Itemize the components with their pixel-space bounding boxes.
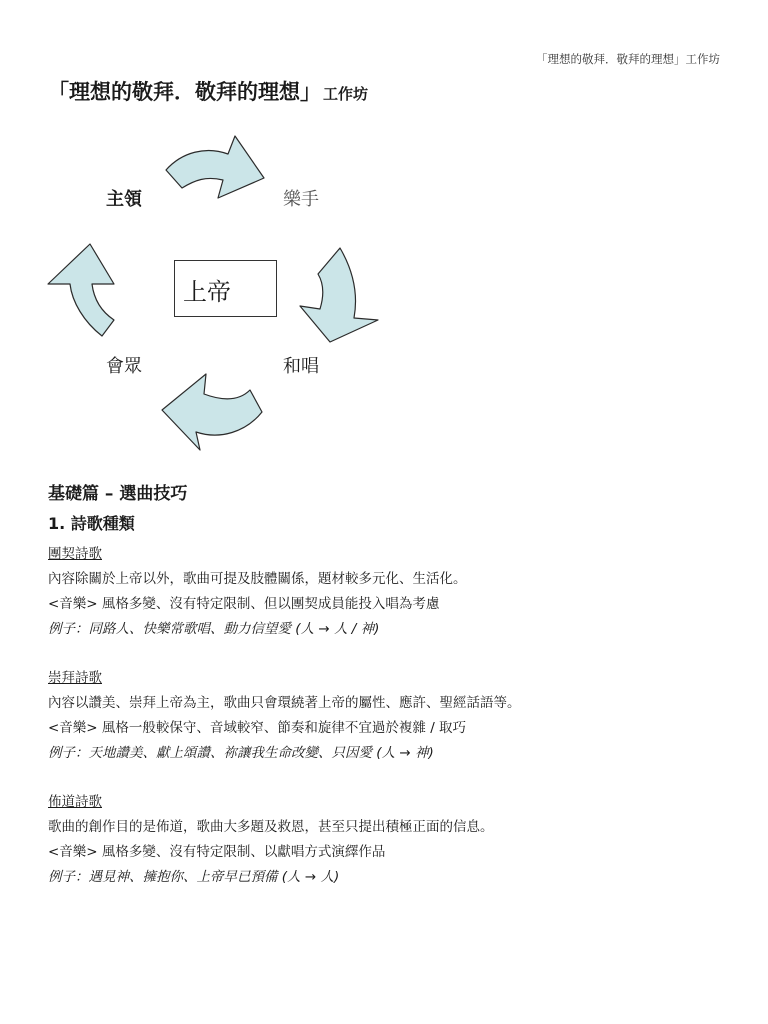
category-name: 佈道詩歌: [48, 794, 102, 810]
category-music: <音樂> 風格多變、沒有特定限制、但以團契成員能投入唱為考慮: [48, 596, 440, 612]
category-name: 崇拜詩歌: [48, 670, 102, 686]
node-choir: 和唱: [283, 356, 319, 377]
center-god-box: [174, 260, 277, 317]
arrow-shape: [48, 244, 114, 336]
page-title-main: 「理想的敬拜．敬拜的理想」: [48, 80, 321, 104]
page-title: [48, 76, 368, 106]
node-lead: 主領: [106, 189, 142, 210]
arrow-choir-to-congregation: [158, 370, 268, 455]
node-congregation: 會眾: [106, 356, 142, 377]
arrow-shape: [166, 136, 264, 198]
arrow-lead-to-band: [160, 132, 270, 214]
category-example: 例子：遇見神、擁抱你、上帝早已預備 (人 → 人): [48, 869, 340, 885]
category-evangelism: [48, 790, 738, 890]
running-header: 「理想的敬拜．敬拜的理想」工作坊: [536, 52, 720, 66]
section-subheading: 1. 詩歌種類: [48, 514, 135, 533]
category-music: <音樂> 風格多變、沒有特定限制、以獻唱方式演繹作品: [48, 844, 386, 860]
category-name: 團契詩歌: [48, 546, 102, 562]
arrow-shape: [300, 248, 378, 342]
arrow-band-to-choir: [296, 246, 386, 346]
arrow-shape: [162, 374, 262, 450]
category-worship: [48, 666, 738, 766]
arrow-congregation-to-lead: [44, 240, 130, 344]
center-god-label: 上帝: [183, 278, 231, 306]
category-example: 例子：天地讚美、獻上頌讚、祢讓我生命改變、只因愛 (人 → 神): [48, 745, 434, 761]
category-music: <音樂> 風格一般較保守、音域較窄、節奏和旋律不宜過於複雜 / 取巧: [48, 720, 467, 736]
category-description: 內容以讚美、崇拜上帝為主，歌曲只會環繞著上帝的屬性、應許、聖經話語等。: [48, 695, 521, 711]
worship-cycle-diagram: [0, 120, 400, 460]
category-example: 例子：同路人、快樂常歌唱、動力信望愛 (人 → 人 / 神): [48, 621, 380, 637]
category-description: 內容除關於上帝以外，歌曲可提及肢體關係，題材較多元化、生活化。: [48, 571, 467, 587]
section-heading: 基礎篇 – 選曲技巧: [48, 484, 188, 504]
category-description: 歌曲的創作目的是佈道，歌曲大多題及救恩，甚至只提出積極正面的信息。: [48, 819, 494, 835]
category-fellowship: [48, 542, 738, 642]
page-title-suffix: 工作坊: [323, 85, 369, 103]
node-band: 樂手: [283, 189, 319, 210]
main-content: [48, 480, 738, 890]
